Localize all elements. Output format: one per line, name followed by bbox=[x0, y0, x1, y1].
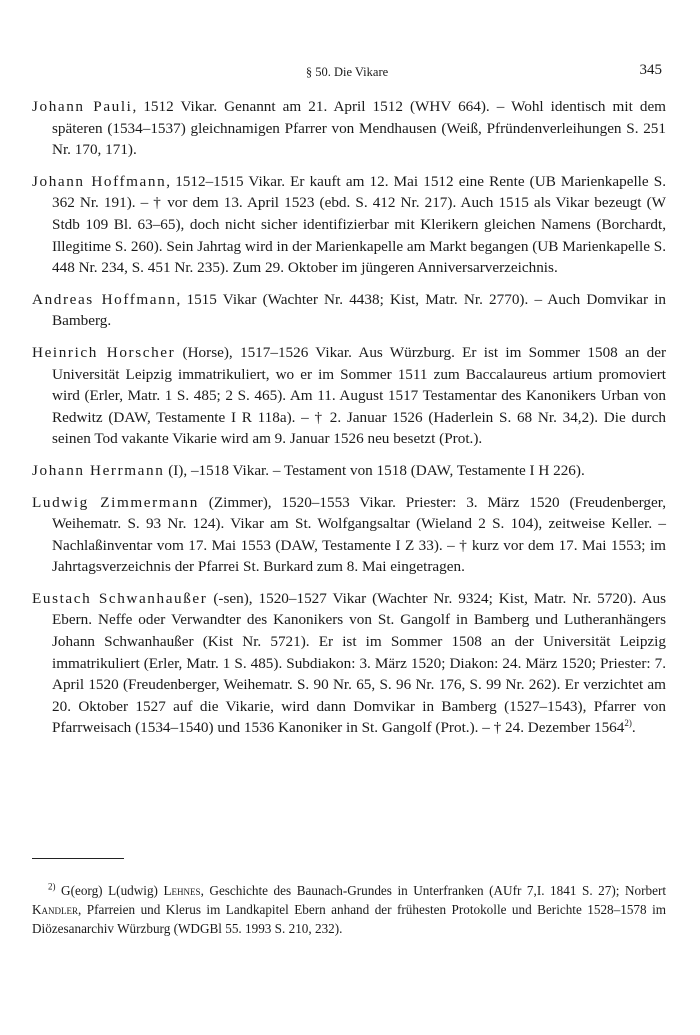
running-header bbox=[32, 62, 662, 84]
entry-name: Eustach Schwanhaußer bbox=[32, 589, 208, 607]
running-title: § 50. Die Vikare bbox=[305, 65, 389, 79]
footnote bbox=[32, 881, 666, 938]
entry-name: Heinrich Horscher bbox=[32, 343, 176, 361]
entry-text: , 1512 Vikar. Genannt am 21. April 1512 (WHV 664). – Wohl identisch mit dem späteren (1534–1537) gleichnamigen Pfarrer von Mendhausen (Weiß, Pfründenverleihungen S. 251 Nr. 170, 171). bbox=[52, 98, 666, 159]
footnote-text: , Geschichte des Baunach-Grundes in Unterfranken (AUfr 7,I. 1841 S. 27); Norbert bbox=[200, 883, 666, 899]
entry-text: , 1515 Vikar (Wachter Nr. 4438; Kist, Matr. Nr. 2770). – Auch Domvikar in Bamberg. bbox=[52, 290, 667, 330]
footnote-author: Lehnes bbox=[163, 883, 201, 899]
entry-text: (Horse), 1517–1526 Vikar. Aus Würzburg. Er ist im Sommer 1508 an der Universität Leipzig immatrikuliert, wo er im Sommer 1511 zum Baccalaureus artium promoviert wird (Erler, Matr. 1 S. 485; 2 S. 465). Am 11. August 1517 Testamentar des Kanonikers Urban von Redwitz (DAW, Testamente I R 118a). – † 2. Januar 1526 (Haderlein S. 68 Nr. 34,2). Die durch seinen Tod vakante Vikarie wird am 9. Januar 1526 neu besetzt (Prot.). bbox=[52, 343, 667, 448]
entry-johann-pauli bbox=[32, 96, 666, 161]
entry-andreas-hoffmann bbox=[32, 289, 666, 332]
entry-text: (Zimmer), 1520–1553 Vikar. Priester: 3. März 1520 (Freudenberger, Weihematr. S. 93 Nr. 124). Vikar am St. Wolfgangsaltar (Wieland 2 S. 104), zeitweise Keller. – Nachlaßinventar vom 17. Mai 1553 (DAW, Testamente I Z 33). – † kurz vor dem 17. Mai 1553; im Jahrtagsverzeichnis der Pfarrei St. Burkard zum 8. Mai eingetragen. bbox=[52, 493, 666, 576]
entry-name: Ludwig Zimmermann bbox=[32, 493, 199, 511]
entry-text: (I), –1518 Vikar. – Testament von 1518 (DAW, Testamente I H 226). bbox=[164, 461, 585, 479]
entry-name: Johann Pauli bbox=[32, 98, 133, 115]
entry-johann-herrmann bbox=[32, 460, 666, 482]
footnote-marker: 2) bbox=[48, 881, 56, 892]
footnote-text: G(eorg) L(udwig) bbox=[55, 883, 164, 899]
entry-text: (-sen), 1520–1527 Vikar (Wachter Nr. 9324; Kist, Matr. Nr. 5720). Aus Ebern. Neffe oder Verwandter des Kanonikers von St. Gangolf in Bamberg und Lutheranhängers Johann Schwanhaußer (Kist Nr. 5721). Er ist im Sommer 1508 an der Universität Leipzig immatrikuliert (Erler, Matr. 1 S. 485). Subdiakon: 3. März 1520; Diakon: 24. März 1520; Priester: 7. April 1520 (Freudenberger, Weihematr. S. 90 Nr. 65, S. 96 Nr. 176, S. 99 Nr. 262). Er verzichtet am 20. Oktober 1527 auf die Vikarie, wird dann Domvikar in Bamberg (1527–1543), Pfarrer von Pfarrweisach (1534–1540) und 1536 Kanoniker in St. Gangolf (Prot.). – † 24. Dezember 1564 bbox=[52, 589, 666, 737]
entry-name: Johann Herrmann bbox=[32, 461, 165, 479]
footnote-reference[interactable]: 2) bbox=[624, 718, 632, 729]
page-number: 345 bbox=[639, 62, 662, 78]
footnote-author: Kandler bbox=[32, 902, 79, 918]
entry-heinrich-horscher bbox=[32, 342, 666, 450]
entry-ludwig-zimmermann bbox=[32, 492, 666, 578]
body-text bbox=[32, 96, 666, 749]
entry-text: , 1512–1515 Vikar. Er kauft am 12. Mai 1512 eine Rente (UB Marienkapelle S. 362 Nr. 191). – † vor dem 13. April 1523 (ebd. S. 412 Nr. 217). Auch 1515 als Vikar bezeugt (W Stdb 109 Bl. 63–65), doch nicht sicher identifizierbar mit Klerikern gleichen Namens (Borchardt, Illegitime S. 260). Sein Jahrtag wird in der Marienkapelle am Markt begangen (UB Marienkapelle S. 448 Nr. 234, S. 451 Nr. 235). Zum 29. Oktober im jüngeren Anniversarverzeichnis. bbox=[52, 172, 666, 277]
entry-johann-hoffmann bbox=[32, 171, 666, 279]
footnote-divider bbox=[32, 858, 124, 859]
entry-name: Johann Hoffmann bbox=[32, 172, 167, 190]
footnote-text: , Pfarreien und Klerus im Landkapitel Ebern anhand der frühesten Protokolle und Berichte 1528–1578 im Diözesanarchiv Würzburg (WDGBl 55. 1993 S. 210, 232). bbox=[32, 902, 666, 937]
entry-name: Andreas Hoffmann bbox=[32, 290, 177, 308]
entry-eustach-schwanhausser: Eustach Schwanhaußer (-sen), 1520–1527 Vikar (Wachter Nr. 9324; Kist, Matr. Nr. 5720). Aus Ebern. Neffe oder Verwandter des Kanonikers von St. Gangolf in Bamberg und Lutheranhängers Johann Schwanhaußer (Kist Nr. 5721). Er ist im Sommer 1508 an der Universität Leipzig immatrikuliert (Erler, Matr. 1 S. 485). Subdiakon: 3. März 1520; Diakon: 24. März 1520; Priester: 7. April 1520 (Freudenberger, Weihematr. S. 90 Nr. 65, S. 96 Nr. 176, S. 99 Nr. 262). Er verzichtet am 20. Oktober 1527 auf die Vikarie, wird dann Domvikar in Bamberg (1527–1543), Pfarrer von Pfarrweisach (1534–1540) und 1536 Kanoniker in St. Gangolf (Prot.). – † 24. Dezember 1564$^{2)}$. bbox=[32, 589, 666, 737]
